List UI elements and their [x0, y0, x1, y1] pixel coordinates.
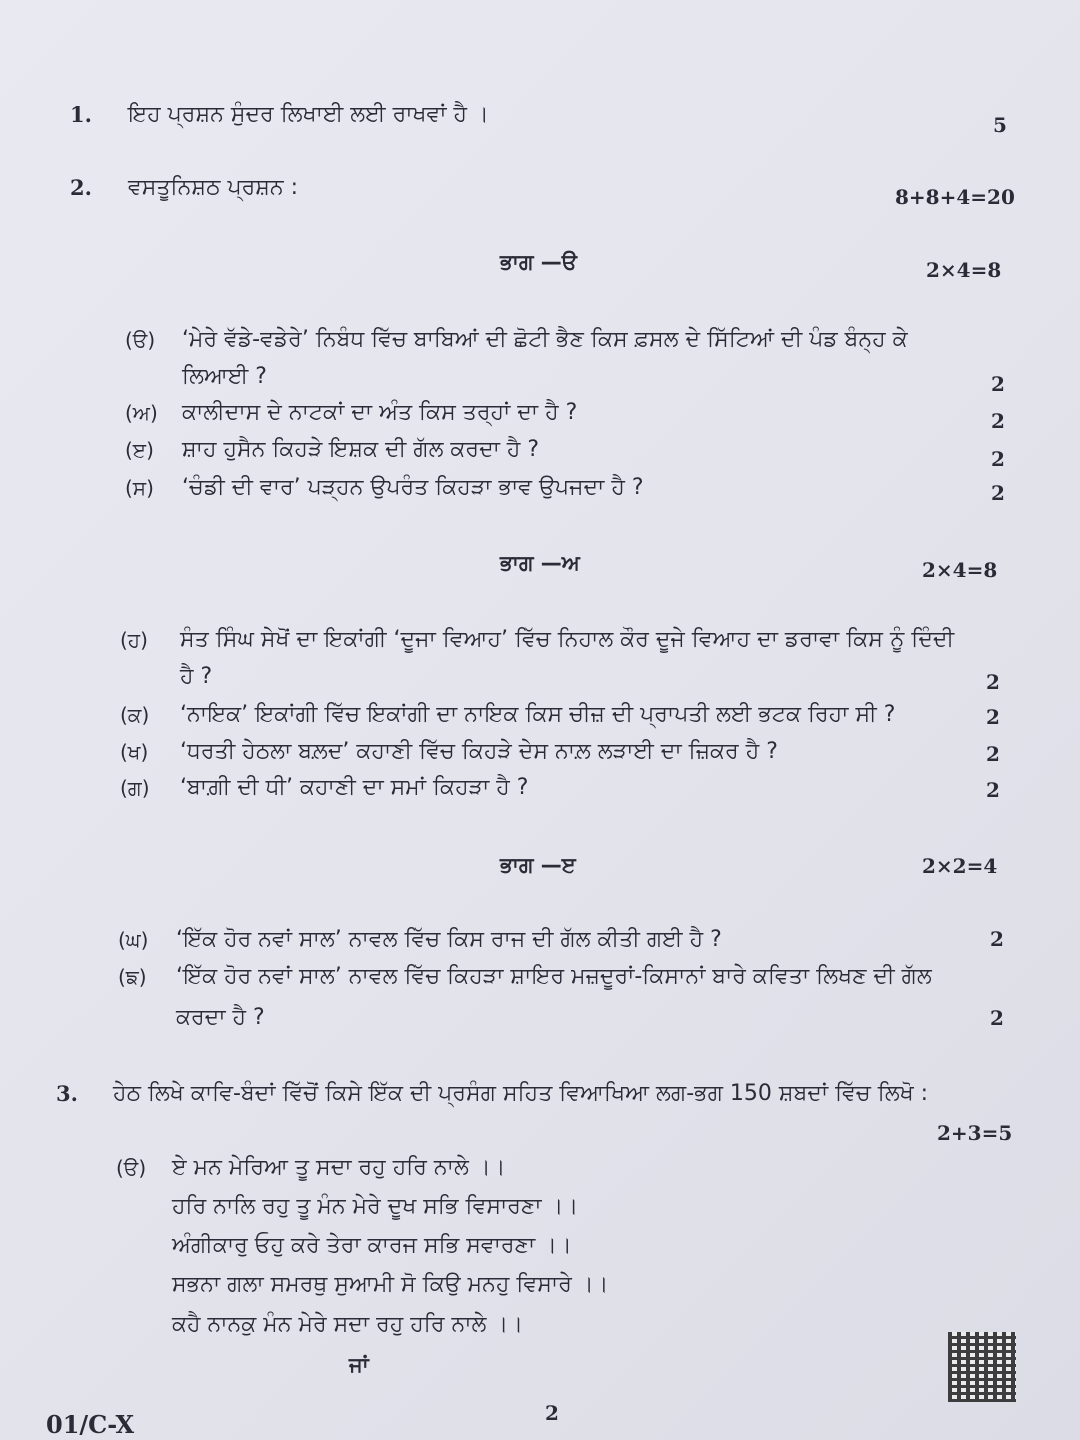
question-text: ਵਸਤੂਨਿਸ਼ਠ ਪ੍ਰਸ਼ਨ : [128, 175, 299, 200]
poem-line: ਅੰਗੀਕਾਰੁ ਓਹੁ ਕਰੇ ਤੇਰਾ ਕਾਰਜ ਸਭਿ ਸਵਾਰਣਾ ।। [172, 1233, 572, 1258]
item-label: (ਙ) [118, 965, 147, 989]
question-number: 3. [56, 1081, 78, 1106]
item-text: ਸ਼ਾਹ ਹੁਸੈਨ ਕਿਹੜੇ ਇਸ਼ਕ ਦੀ ਗੱਲ ਕਰਦਾ ਹੈ ? [182, 437, 540, 462]
question-marks: 2+3=5 [937, 1121, 1013, 1145]
item-marks: 2 [986, 705, 1000, 729]
item-marks: 2 [991, 409, 1005, 433]
item-text: ਲਿਆਈ ? [182, 364, 267, 389]
qr-code [948, 1332, 1016, 1402]
item-label: (ਘ) [118, 928, 149, 952]
poem-line: ਹਰਿ ਨਾਲਿ ਰਹੁ ਤੂ ਮੰਨ ਮੇਰੇ ਦੂਖ ਸਭਿ ਵਿਸਾਰਣਾ ।। [172, 1194, 579, 1219]
option-label: (ੳ) [116, 1156, 147, 1180]
item-label: (ਸ) [125, 476, 154, 500]
poem-line: ਕਹੈ ਨਾਨਕੁ ਮੰਨ ਮੇਰੇ ਸਦਾ ਰਹੁ ਹਰਿ ਨਾਲੇ ।। [172, 1312, 524, 1337]
item-text: ਹੈ ? [180, 664, 213, 689]
or-separator: ਜਾਂ [349, 1353, 369, 1377]
question-marks: 5 [993, 113, 1007, 137]
poem-line: ਸਭਨਾ ਗਲਾ ਸਮਰਥੁ ਸੁਆਮੀ ਸੋ ਕਿਉ ਮਨਹੁ ਵਿਸਾਰੇ ।। [172, 1272, 609, 1297]
item-marks: 2 [990, 927, 1004, 951]
poem-line: ਏ ਮਨ ਮੇਰਿਆ ਤੂ ਸਦਾ ਰਹੁ ਹਰਿ ਨਾਲੇ ।। [172, 1155, 506, 1180]
item-text: ‘ਚੰਡੀ ਦੀ ਵਾਰ’ ਪੜ੍ਹਨ ਉਪਰੰਤ ਕਿਹੜਾ ਭਾਵ ਉਪਜਦਾ ਹੈ ? [182, 475, 644, 500]
item-label: (ਅ) [125, 401, 158, 425]
item-marks: 2 [986, 778, 1000, 802]
item-text: ਸੰਤ ਸਿੰਘ ਸੇਖੋਂ ਦਾ ਇਕਾਂਗੀ ‘ਦੂਜਾ ਵਿਆਹ’ ਵਿੱਚ ਨਿਹਾਲ ਕੌਰ ਦੂਜੇ ਵਿਆਹ ਦਾ ਡਰਾਵਾ ਕਿਸ ਨੂੰ ਦਿੰਦੀ [180, 627, 955, 652]
item-label: (ਗ) [120, 776, 150, 800]
item-label: (ੲ) [125, 438, 154, 462]
item-text: ‘ਧਰਤੀ ਹੇਠਲਾ ਬਲ਼ਦ’ ਕਹਾਣੀ ਵਿੱਚ ਕਿਹੜੇ ਦੇਸ ਨਾਲ਼ ਲੜਾਈ ਦਾ ਜ਼ਿਕਰ ਹੈ ? [180, 739, 778, 764]
question-text: ਇਹ ਪ੍ਰਸ਼ਨ ਸੁੰਦਰ ਲਿਖਾਈ ਲਈ ਰਾਖਵਾਂ ਹੈ । [128, 102, 489, 127]
item-marks: 2 [986, 742, 1000, 766]
paper-code: 01/C-X [46, 1410, 135, 1439]
item-text: ਕਰਦਾ ਹੈ ? [176, 1005, 265, 1030]
question-marks: 8+8+4=20 [895, 185, 1015, 209]
item-text: ‘ਨਾਇਕ’ ਇਕਾਂਗੀ ਵਿੱਚ ਇਕਾਂਗੀ ਦਾ ਨਾਇਕ ਕਿਸ ਚੀਜ਼ ਦੀ ਪ੍ਰਾਪਤੀ ਲਈ ਭਟਕ ਰਿਹਾ ਸੀ ? [180, 702, 896, 727]
page-number: 2 [545, 1401, 559, 1425]
section-heading: ਭਾਗ —ੲ [500, 853, 576, 877]
section-heading: ਭਾਗ —ਅ [500, 551, 580, 575]
question-number: 1. [70, 102, 92, 127]
item-marks: 2 [991, 447, 1005, 471]
item-text: ‘ਇੱਕ ਹੋਰ ਨਵਾਂ ਸਾਲ’ ਨਾਵਲ ਵਿੱਚ ਕਿਹੜਾ ਸ਼ਾਇਰ ਮਜ਼ਦੂਰਾਂ-ਕਿਸਾਨਾਂ ਬਾਰੇ ਕਵਿਤਾ ਲਿਖਣ ਦੀ ਗੱਲ [176, 964, 932, 989]
item-label: (ੳ) [125, 328, 156, 352]
section-marks: 2×2=4 [922, 854, 998, 878]
question-text: ਹੇਠ ਲਿਖੇ ਕਾਵਿ-ਬੰਦਾਂ ਵਿੱਚੋਂ ਕਿਸੇ ਇੱਕ ਦੀ ਪ੍ਰਸੰਗ ਸਹਿਤ ਵਿਆਖਿਆ ਲਗ-ਭਗ 150 ਸ਼ਬਦਾਂ ਵਿੱਚ ਲਿਖੋ : [113, 1081, 929, 1106]
item-text: ਕਾਲੀਦਾਸ ਦੇ ਨਾਟਕਾਂ ਦਾ ਅੰਤ ਕਿਸ ਤਰ੍ਹਾਂ ਦਾ ਹੈ ? [182, 400, 578, 425]
question-number: 2. [70, 175, 92, 200]
item-marks: 2 [991, 372, 1005, 396]
item-marks: 2 [990, 1006, 1004, 1030]
section-marks: 2×4=8 [926, 258, 1002, 282]
item-label: (ਹ) [120, 628, 148, 652]
item-label: (ਕ) [120, 703, 150, 727]
item-text: ‘ਮੇਰੇ ਵੱਡੇ-ਵਡੇਰੇ’ ਨਿਬੰਧ ਵਿੱਚ ਬਾਬਿਆਂ ਦੀ ਛੋਟੀ ਭੈਣ ਕਿਸ ਫ਼ਸਲ ਦੇ ਸਿੱਟਿਆਂ ਦੀ ਪੰਡ ਬੰਨ੍ਹ ਕੇ [182, 327, 908, 352]
item-label: (ਖ) [120, 740, 149, 764]
section-heading: ਭਾਗ —ੳ [500, 250, 578, 274]
item-text: ‘ਬਾਗ਼ੀ ਦੀ ਧੀ’ ਕਹਾਣੀ ਦਾ ਸਮਾਂ ਕਿਹੜਾ ਹੈ ? [180, 775, 529, 800]
section-marks: 2×4=8 [922, 558, 998, 582]
item-marks: 2 [986, 670, 1000, 694]
item-text: ‘ਇੱਕ ਹੋਰ ਨਵਾਂ ਸਾਲ’ ਨਾਵਲ ਵਿੱਚ ਕਿਸ ਰਾਜ ਦੀ ਗੱਲ ਕੀਤੀ ਗਈ ਹੈ ? [176, 927, 722, 952]
item-marks: 2 [991, 481, 1005, 505]
